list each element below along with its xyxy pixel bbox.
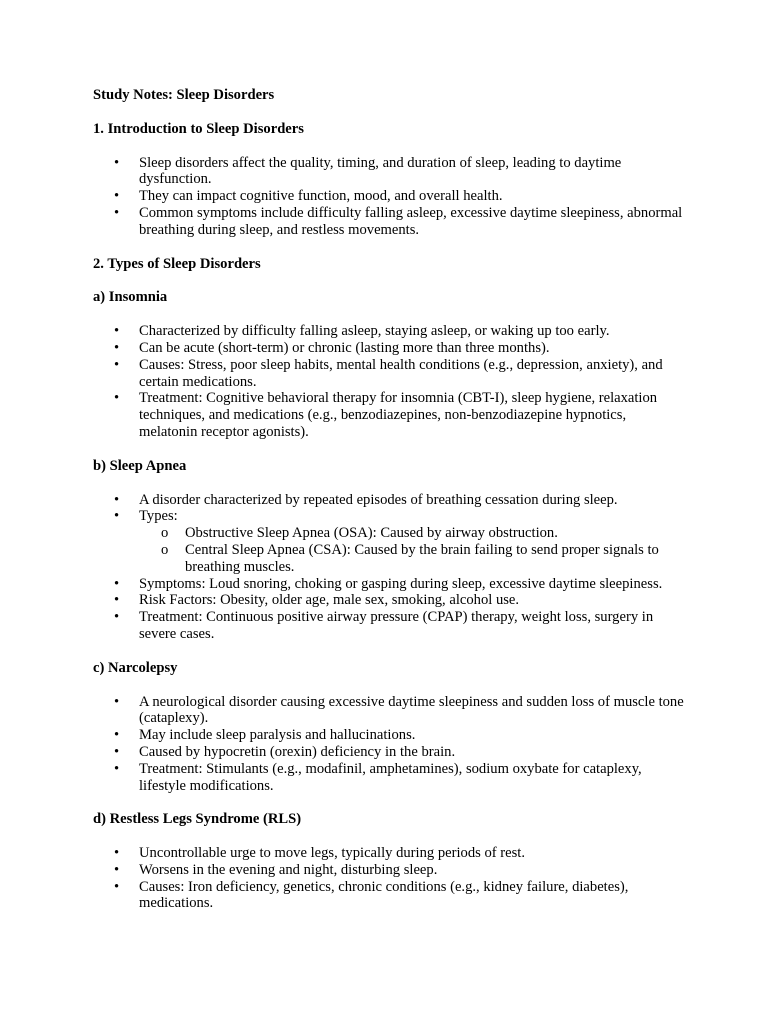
list-item [93, 727, 688, 744]
list-item [93, 188, 688, 205]
list-item [93, 576, 688, 593]
bullet-icon: • [114, 339, 120, 356]
list-item [93, 744, 688, 761]
list-item-text: Caused by hypocretin (orexin) deficiency in the brain. [139, 743, 456, 760]
bullet-icon: • [114, 609, 120, 626]
introduction-list [93, 155, 688, 239]
subsection-heading-narcolepsy: c) Narcolepsy [93, 659, 178, 676]
subsection-heading-restless-legs: d) Restless Legs Syndrome (RLS) [93, 811, 302, 828]
list-item-text: A disorder characterized by repeated episodes of breathing cessation during sleep. [139, 491, 618, 508]
bullet-icon: • [114, 508, 120, 525]
bullet-icon: • [114, 323, 120, 340]
list-item [93, 761, 688, 795]
sleep-apnea-list [93, 492, 688, 643]
section-heading-introduction: 1. Introduction to Sleep Disorders [93, 120, 304, 137]
bullet-icon: • [114, 693, 120, 710]
list-item [93, 694, 688, 728]
list-item [93, 155, 688, 189]
sleep-apnea-types-list [139, 525, 688, 575]
sub-list-item-text: Obstructive Sleep Apnea (OSA): Caused by airway obstruction. [185, 525, 558, 542]
list-item-text: Causes: Stress, poor sleep habits, mental health conditions (e.g., depression, anxiety), and certain medications. [139, 356, 663, 390]
bullet-icon: • [114, 592, 120, 609]
list-item [93, 340, 688, 357]
list-item-text: Sleep disorders affect the quality, timing, and duration of sleep, leading to daytime dysfunction. [139, 154, 622, 188]
list-item [93, 508, 688, 575]
list-item-text: Can be acute (short-term) or chronic (lasting more than three months). [139, 339, 550, 356]
restless-legs-list [93, 845, 688, 912]
list-item-text: Types: [139, 508, 178, 525]
list-item-text: Worsens in the evening and night, disturbing sleep. [139, 861, 438, 878]
sub-list-item [139, 542, 688, 576]
sub-list-item-text: Central Sleep Apnea (CSA): Caused by the brain failing to send proper signals to breathing muscles. [185, 541, 659, 575]
bullet-icon: • [114, 861, 120, 878]
bullet-icon: • [114, 760, 120, 777]
list-item-text: Symptoms: Loud snoring, choking or gasping during sleep, excessive daytime sleepiness. [139, 575, 663, 592]
sub-bullet-icon: o [161, 541, 169, 558]
document-content [93, 87, 688, 912]
list-item [93, 845, 688, 862]
bullet-icon: • [114, 575, 120, 592]
list-item-text: Uncontrollable urge to move legs, typically during periods of rest. [139, 845, 525, 862]
narcolepsy-list [93, 694, 688, 795]
bullet-icon: • [114, 204, 120, 221]
list-item-text: May include sleep paralysis and hallucinations. [139, 727, 416, 744]
bullet-icon: • [114, 390, 120, 407]
list-item [93, 205, 688, 239]
insomnia-list [93, 323, 688, 441]
list-item-text: Causes: Iron deficiency, genetics, chronic conditions (e.g., kidney failure, diabetes), medications. [139, 878, 629, 912]
list-item-text: Treatment: Continuous positive airway pressure (CPAP) therapy, weight loss, surgery in severe cases. [139, 609, 654, 642]
document-title: Study Notes: Sleep Disorders [93, 87, 275, 103]
list-item-text: Treatment: Stimulants (e.g., modafinil, amphetamines), sodium oxybate for cataplexy, lifestyle modifications. [139, 760, 642, 794]
list-item-text: They can impact cognitive function, mood, and overall health. [139, 188, 503, 205]
list-item-text: Treatment: Cognitive behavioral therapy for insomnia (CBT-I), sleep hygiene, relaxation techniques, and medications (e.g., benzodiazepines, non-benzodiazepine hypnotics, melatonin receptor agonists). [139, 390, 658, 440]
bullet-icon: • [114, 743, 120, 760]
list-item [93, 862, 688, 879]
list-item [93, 879, 688, 913]
subsection-heading-insomnia: a) Insomnia [93, 289, 168, 306]
list-item-text: Characterized by difficulty falling asleep, staying asleep, or waking up too early. [139, 323, 610, 340]
bullet-icon: • [114, 356, 120, 373]
section-heading-types: 2. Types of Sleep Disorders [93, 255, 261, 272]
list-item-text: Risk Factors: Obesity, older age, male sex, smoking, alcohol use. [139, 592, 520, 609]
list-item [93, 357, 688, 391]
bullet-icon: • [114, 154, 120, 171]
bullet-icon: • [114, 188, 120, 205]
list-item [93, 323, 688, 340]
subsection-heading-sleep-apnea: b) Sleep Apnea [93, 457, 187, 474]
list-item [93, 492, 688, 509]
sub-bullet-icon: o [161, 525, 169, 542]
bullet-icon: • [114, 727, 120, 744]
bullet-icon: • [114, 845, 120, 862]
sub-list-item [139, 525, 688, 542]
list-item [93, 390, 688, 440]
list-item-text: Common symptoms include difficulty falling asleep, excessive daytime sleepiness, abnormal breathing during sleep, and restless movements. [139, 204, 683, 238]
list-item [93, 592, 688, 609]
bullet-icon: • [114, 878, 120, 895]
list-item [93, 609, 688, 643]
bullet-icon: • [114, 491, 120, 508]
list-item-text: A neurological disorder causing excessive daytime sleepiness and sudden loss of muscle tone (cataplexy). [139, 693, 684, 727]
